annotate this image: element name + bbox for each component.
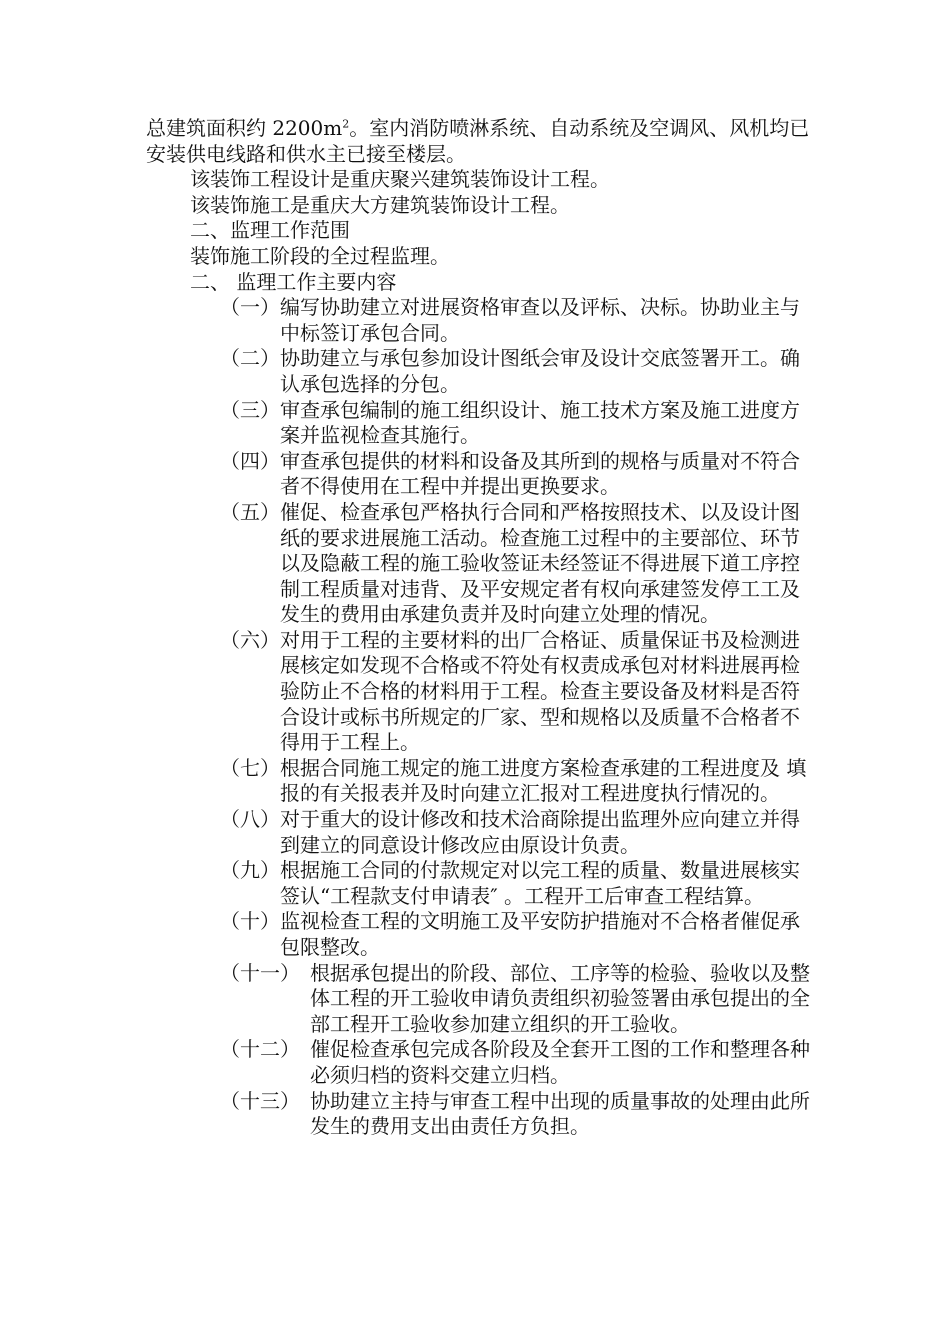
list-item-text: 监视检查工程的文明施工及平安防护措施对不合格者催促承包限整改。: [280, 909, 800, 959]
document-body: [146, 116, 810, 1140]
list-item-text: 根据施工合同的付款规定对以完工程的质量、数量进展核实签认“工程款支付申请表″ 。工程开工后审查工程结算。: [280, 858, 800, 908]
list-item-text: 对于重大的设计修改和技术洽商除提出监理外应向建立并得到建立的同意设计修改应由原设计负责。: [280, 807, 800, 857]
list-item: [146, 500, 810, 628]
list-item: [146, 858, 810, 909]
list-item-number: （一）: [220, 295, 280, 320]
list-item: [146, 756, 810, 807]
list-item-number: （十二）: [220, 1037, 300, 1062]
list-item-text: 催促检查承包完成各阶段及全套开工图的工作和整理各种必须归档的资料交建立归档。: [310, 1037, 810, 1087]
list-item-text: 协助建立主持与审查工程中出现的质量事故的处理由此所发生的费用支出由责任方负担。: [310, 1088, 810, 1139]
list-item-text: 协助建立与承包参加设计图纸会审及设计交底签署开工。确认承包选择的分包。: [280, 346, 800, 396]
list-item-number: （五）: [220, 499, 280, 524]
list-item-text: 编写协助建立对进展资格审查以及评标、决标。协助业主与中标签订承包合同。: [280, 295, 800, 345]
list-item: [146, 295, 810, 346]
intro-paragraph: [146, 116, 810, 167]
list-item: [146, 628, 810, 756]
list-item-text: 对用于工程的主要材料的出厂合格证、质量保证书及检测进展核定如发现不合格或不符处有权责成承包对材料进展再检验防止不合格的材料用于工程。检查主要设备及材料是否符合设计或标书所规定的厂家、型和规格以及质量不合格者不得用于工程上。: [280, 627, 800, 755]
list-item-text: 根据承包提出的阶段、部位、工序等的检验、验收以及整体工程的开工验收申请负责组织初验签署由承包提出的全部工程开工验收参加建立组织的开工验收。: [310, 960, 810, 1036]
intro-superscript: 2: [342, 117, 350, 131]
list-item: [146, 449, 810, 500]
list-item-number: （八）: [220, 807, 280, 832]
list-item: [146, 909, 810, 960]
scope-heading: 二、监理工作范围: [190, 218, 350, 243]
list-item: [146, 346, 810, 397]
list-item-text: 审查承包提供的材料和设备及其所到的规格与质量对不符合者不得使用在工程中并提出更换要求。: [280, 448, 800, 499]
scope-text: 装饰施工阶段的全过程监理。: [190, 243, 450, 268]
list-item-number: （三）: [220, 397, 280, 422]
design-paragraph: 该装饰工程设计是重庆聚兴建筑装饰设计工程。: [190, 167, 610, 192]
section-heading: 二、 监理工作主要内容: [190, 269, 397, 294]
list-item-number: （二）: [220, 346, 280, 371]
list-item-number: （十一）: [220, 960, 300, 985]
list-item: [146, 807, 810, 858]
list-item: [146, 398, 810, 449]
list-item-number: （七）: [220, 755, 280, 780]
list-item-text: 催促、检查承包严格执行合同和严格按照技术、以及设计图纸的要求进展施工活动。检查施工过程中的主要部位、环节以及隐蔽工程的施工验收签证未经签证不得进展下道工序控制工程质量对违背、及平安规定者有权向承建签发停工工及发生的费用由承建负责并及时向建立处理的情况。: [280, 499, 800, 627]
list-item: [146, 1037, 810, 1088]
construction-paragraph: 该装饰施工是重庆大方建筑装饰设计工程。: [190, 192, 570, 217]
list-item-number: （九）: [220, 858, 280, 883]
list-item-number: （十三）: [220, 1088, 300, 1113]
list-item-text: 根据合同施工规定的施工进度方案检查承建的工程进度及 填报的有关报表并及时向建立汇报对工程进度执行情况的。: [280, 755, 807, 806]
list-item-text: 审查承包编制的施工组织设计、施工技术方案及施工进度方案并监视检查其施行。: [280, 397, 800, 448]
intro-text-b: 。室内消防喷淋系统、自动系统及空调风、风机均已安装供电线路和供水主已接至楼层。: [146, 116, 810, 166]
list-item: [146, 1089, 810, 1140]
intro-text-a: 总建筑面积约 2200m: [146, 116, 343, 140]
list-item-number: （六）: [220, 627, 280, 652]
list-item-number: （十）: [220, 909, 280, 934]
list-item-number: （四）: [220, 448, 280, 473]
list-item: [146, 961, 810, 1038]
